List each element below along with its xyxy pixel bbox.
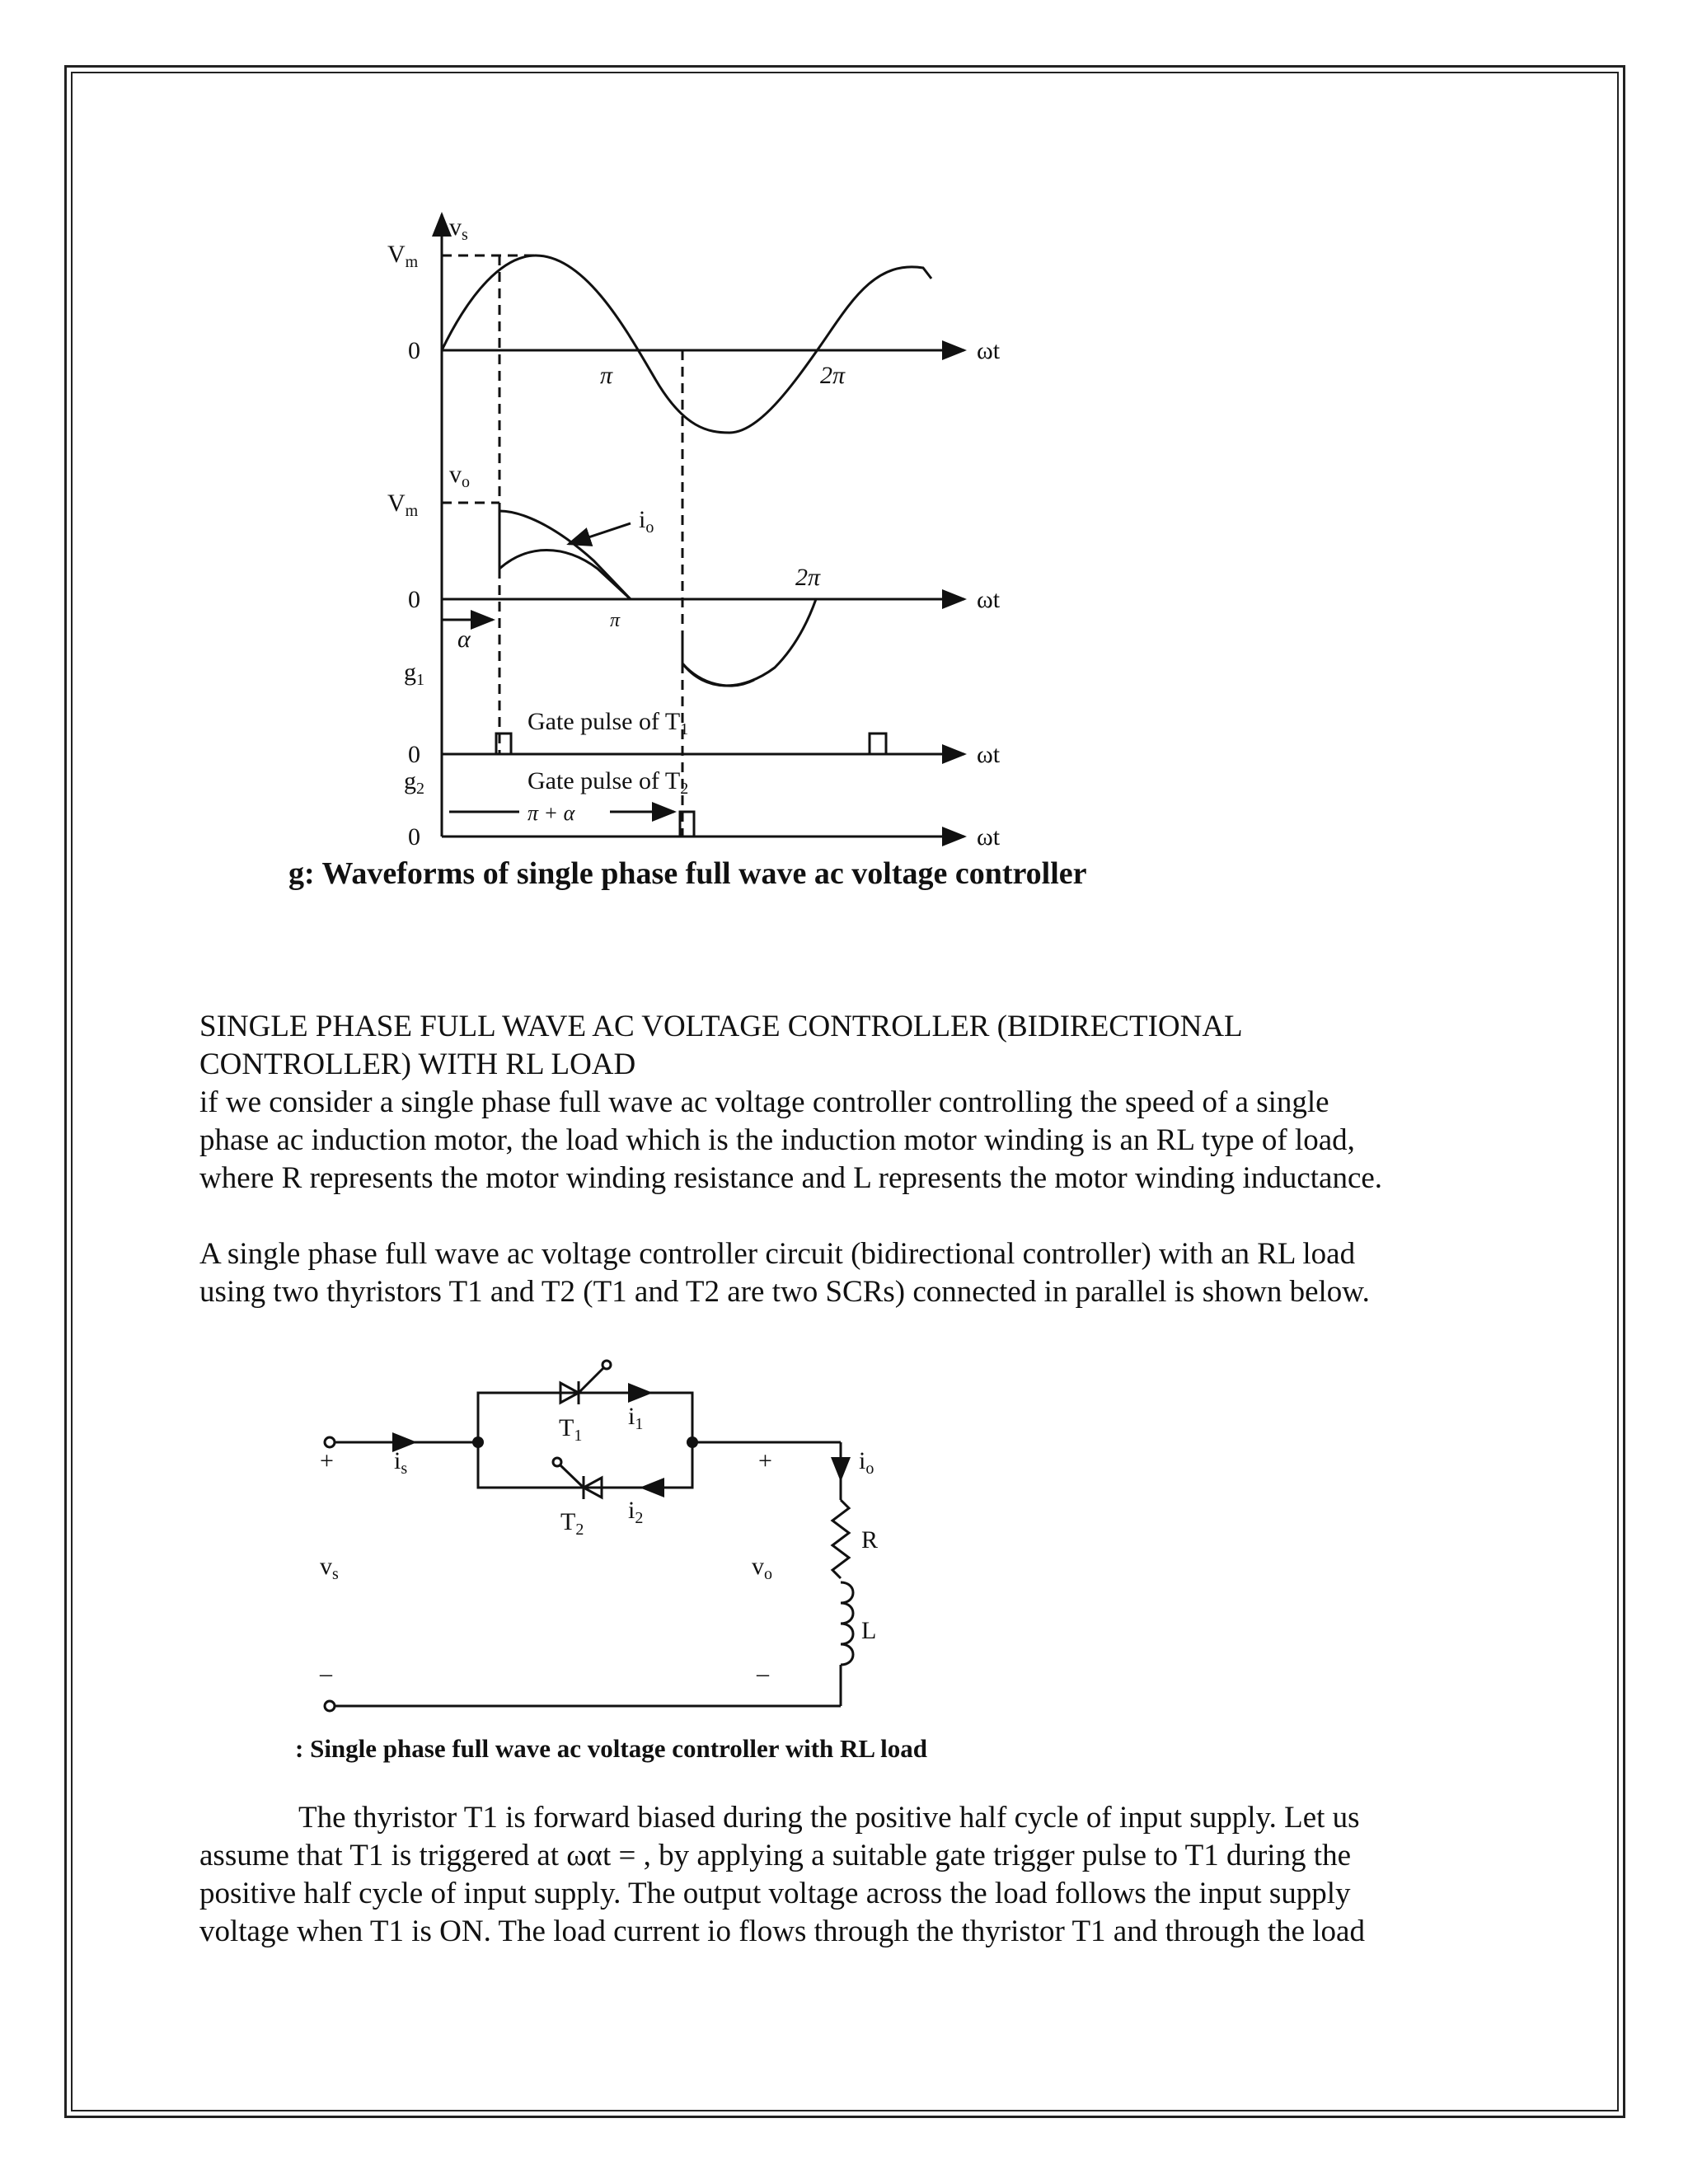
lower-branch bbox=[478, 1442, 692, 1488]
gate-pulse-t1-second bbox=[870, 733, 886, 754]
zero-label-3: 0 bbox=[408, 741, 420, 768]
node-right bbox=[687, 1436, 698, 1448]
io-positive-curve bbox=[499, 551, 631, 600]
paragraph-2: A single phase full wave ac voltage controller circuit (bidirectional controller) with an RL load using two thyristors T1 and T2 (T1 and T2 are two SCRs) connected in parallel is shown below. bbox=[199, 1237, 1370, 1309]
paragraph-3: The thyristor T1 is forward biased during the positive half cycle of input supply. Let us assume that T1 is triggered at ωαt = , by applying a suitable gate trigger pulse to T1 during the positive half cycle of input supply. The output voltage across the load follows the input supply voltage when T1 is ON. The load current io flows through the thyristor T1 and through the load bbox=[199, 1801, 1365, 1948]
vo-plus-label: + bbox=[758, 1447, 772, 1474]
vo-label: $v_o$ bbox=[752, 1553, 772, 1583]
input-terminal-top bbox=[325, 1437, 335, 1447]
zero-label-2: 0 bbox=[408, 586, 420, 613]
vo-label: $v_o$ bbox=[449, 461, 470, 491]
two-pi-label-1: 2π bbox=[820, 362, 846, 389]
r-label: R bbox=[861, 1526, 879, 1554]
gate-pulse-t2-label: Gate pulse of $T_2$ bbox=[528, 767, 689, 798]
vs-label: $v_s$ bbox=[449, 213, 468, 244]
io-label: $i_o$ bbox=[859, 1447, 874, 1478]
waveform-figure bbox=[280, 206, 1154, 857]
t1-gate bbox=[579, 1368, 603, 1393]
alpha-label: α bbox=[457, 626, 471, 653]
pi-label-2: π bbox=[610, 610, 621, 631]
input-terminal-bottom bbox=[325, 1701, 335, 1711]
waveform-figure-caption: g: Waveforms of single phase full wave ac voltage controller bbox=[288, 856, 1087, 891]
is-label: $i_s$ bbox=[394, 1447, 408, 1478]
i1-label: $i_1$ bbox=[628, 1403, 644, 1433]
inductor-l bbox=[841, 1582, 853, 1665]
t2-gate-terminal bbox=[553, 1458, 561, 1466]
g1-label: $g_1$ bbox=[404, 658, 424, 689]
vm-label-2: $V_m$ bbox=[387, 490, 419, 520]
pi-label-1: π bbox=[600, 362, 613, 389]
l-label: L bbox=[861, 1617, 877, 1644]
t1-label: $T_1$ bbox=[559, 1414, 583, 1445]
t1-gate-terminal bbox=[603, 1361, 611, 1369]
two-pi-label-2: 2π bbox=[795, 564, 821, 591]
omega-t-label-3: ωt bbox=[977, 741, 1001, 768]
circuit-figure bbox=[280, 1335, 1022, 1780]
resistor-r bbox=[832, 1500, 849, 1578]
pi-plus-alpha-label: π + α bbox=[528, 801, 575, 825]
node-left bbox=[472, 1436, 484, 1448]
i2-label: $i_2$ bbox=[628, 1497, 644, 1527]
circuit-figure-caption: : Single phase full wave ac voltage controller with RL load bbox=[295, 1734, 927, 1763]
omega-t-label-1: ωt bbox=[977, 337, 1001, 364]
vo-minus-label: – bbox=[757, 1660, 769, 1687]
t2-gate bbox=[560, 1465, 584, 1488]
omega-t-label-2: ωt bbox=[977, 586, 1001, 613]
vs-plus-label: + bbox=[320, 1447, 334, 1474]
upper-branch bbox=[478, 1393, 692, 1442]
vo-negative-segment bbox=[682, 599, 816, 686]
section-heading: SINGLE PHASE FULL WAVE AC VOLTAGE CONTROLLER (BIDIRECTIONAL CONTROLLER) WITH RL LOAD bbox=[199, 1010, 1243, 1081]
t2-label: $T_2$ bbox=[560, 1508, 584, 1539]
gate-pulse-t1-label: Gate pulse of $T_1$ bbox=[528, 708, 689, 738]
io-pointer bbox=[569, 523, 631, 544]
io-label: $i_o$ bbox=[639, 506, 654, 537]
zero-label-1: 0 bbox=[408, 337, 420, 364]
vs-sine-wave bbox=[442, 255, 931, 433]
g2-label: $g_2$ bbox=[404, 767, 424, 798]
omega-t-label-4: ωt bbox=[977, 823, 1001, 851]
zero-label-4: 0 bbox=[408, 823, 420, 851]
vs-minus-label: – bbox=[320, 1660, 332, 1687]
vs-label: $v_s$ bbox=[320, 1553, 339, 1583]
paragraph-1: if we consider a single phase full wave ac voltage controller controlling the speed of a single phase ac induction motor, the load which is the induction motor winding is an RL type of load, where R represents the motor winding resistance and L represents the motor winding inductance. bbox=[199, 1085, 1383, 1195]
vm-label-1: $V_m$ bbox=[387, 241, 419, 271]
